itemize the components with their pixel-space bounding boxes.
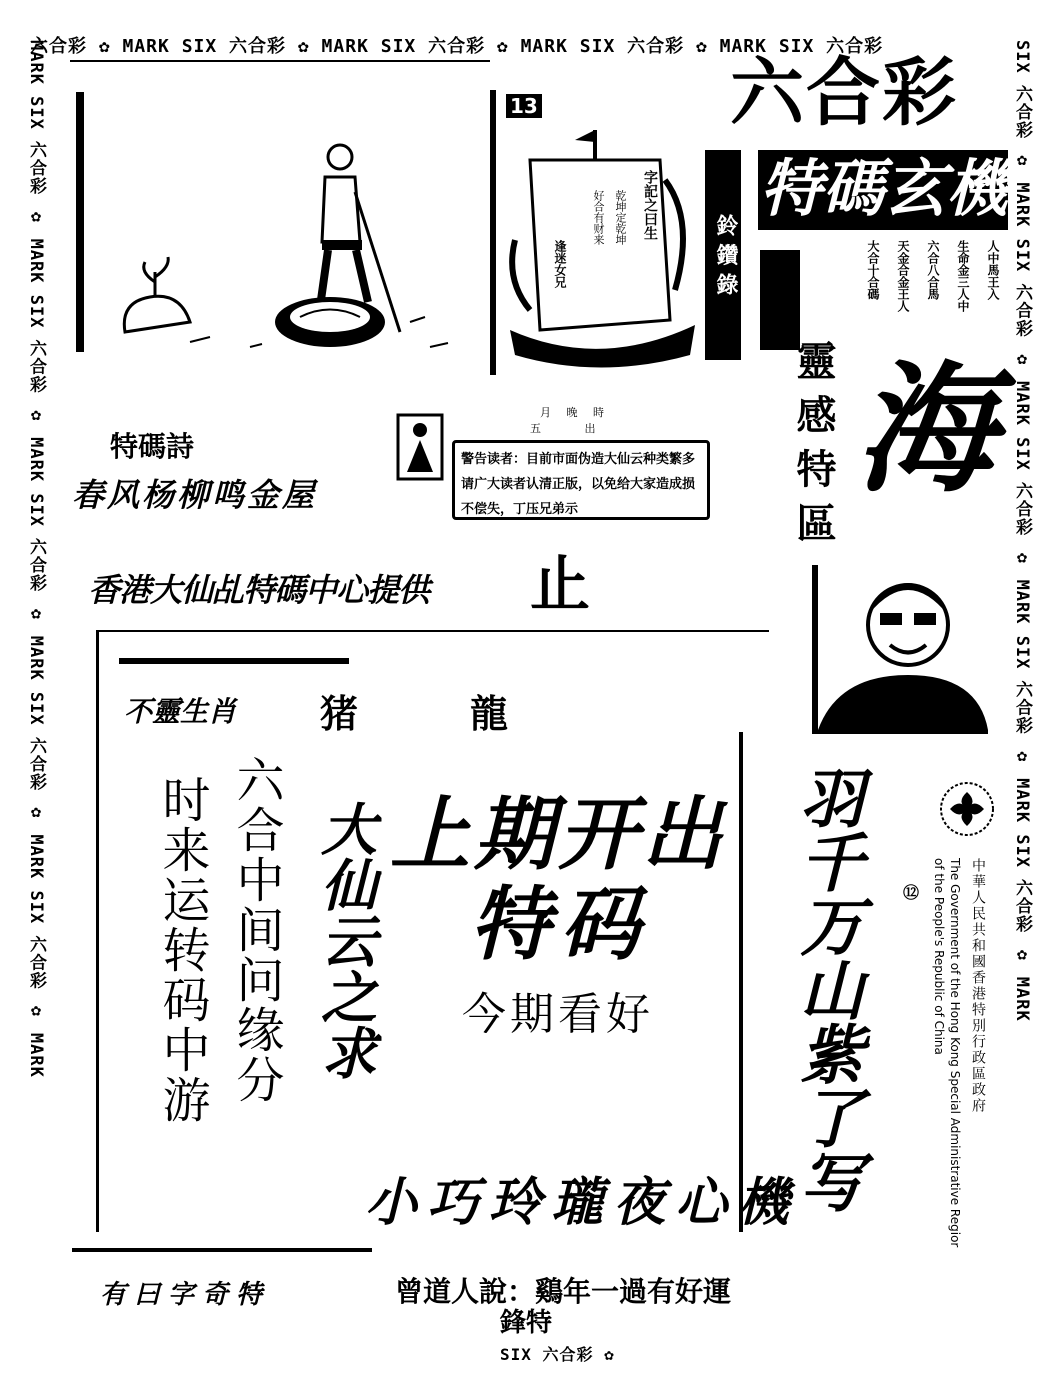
header-poem-line: 大合十合碼 (866, 240, 880, 300)
verse-column: 时来运转码中游 (154, 775, 210, 1125)
last-draw-heading: 上期开出 (390, 787, 726, 881)
ship-panel (490, 90, 700, 375)
notice-header-sub: 五 出 (530, 422, 616, 435)
ship-sail-line: 逢迷女兄 (553, 240, 567, 288)
this-draw-line: 今期看好 (462, 989, 654, 1040)
hint-line: 小巧玲瓏夜心機 (365, 1172, 800, 1233)
inspiration-vertical-title: 靈感特區 (790, 340, 837, 556)
sailing-ship-icon (500, 120, 700, 370)
dragon-emblem (760, 250, 800, 350)
bottom-border-strip: SIX 六合彩 ✿ (500, 1345, 615, 1364)
header-poem-line: 天金合金王人 (896, 240, 910, 312)
gov-english-name: of the People's Republic of China (932, 858, 946, 1055)
verse-column: 六合中间问缘分 (228, 755, 284, 1105)
footer-rule (72, 1248, 372, 1252)
header-poem-line: 六合八合馬 (926, 240, 940, 300)
poem-title: 特碼詩 (110, 430, 195, 463)
page-title: 六合彩 (730, 50, 958, 136)
header-poem-line: 生命金三人中 (956, 240, 970, 312)
right-vertical-hint: 羽千万山紫了写 (789, 765, 864, 1213)
ship-panel-edge (490, 90, 496, 375)
verse-column: 大仙云之求 (312, 800, 378, 1080)
gov-mark: ⑫ (903, 883, 920, 902)
notice-header: 月 晚 時 (540, 406, 610, 419)
person-avatar-icon (818, 565, 988, 730)
bauhinia-emblem-icon (938, 780, 996, 838)
card-right-edge (739, 732, 743, 1232)
warning-notice-text: 警告读者：目前市面伪造大仙云种类繁多请广大读者认清正版，以免给大家造成损不偿失，丁压兄弟示 (461, 452, 696, 517)
zodiac-dragon: 龍 (470, 691, 509, 736)
ship-sail-line: 好合有财来 (592, 190, 605, 245)
gov-chinese-name: 中華人民共和國香港特別行政區政府 (970, 858, 986, 1114)
page-subtitle: 特碼玄機 (760, 152, 1009, 225)
unlucky-zodiac-label: 不靈生肖 (124, 695, 237, 728)
ship-sail-title: 字記之曰生 (642, 170, 658, 240)
special-number-heading: 特码 (470, 877, 650, 971)
panel-edge-bar (76, 92, 84, 352)
right-border-strip: SIX 六合彩 ✿ MARK SIX 六合彩 ✿ MARK SIX 六合彩 ✿ MARK SIX 六合彩 ✿ MARK SIX 六合彩 ✿ MARK (1012, 40, 1032, 1022)
footer-scribble: 有曰字奇特 (100, 1280, 271, 1310)
stop-character: 止 (530, 550, 590, 620)
ship-sail-line: 乾坤定乾坤 (614, 190, 627, 245)
header-poem-line: 人中馬王入 (986, 240, 1000, 300)
zeng-quote: 曾道人說：鷄年一過有好運 (395, 1275, 732, 1308)
top-border-strip: 六合彩 ✿ MARK SIX 六合彩 ✿ MARK SIX 六合彩 ✿ MARK SIX 六合彩 ✿ MARK SIX 六合彩 (30, 36, 884, 57)
farmer-drawing (110, 132, 470, 352)
warning-notice (452, 440, 710, 520)
main-banner: 香港大仙乩特碼中心提供 (88, 571, 430, 609)
gov-english-name: The Government of the Hong Kong Special Administrative Regior (948, 858, 962, 1248)
immortal-figure-icon (395, 412, 445, 482)
vertical-black-banner: 鈴 鑽 錄 (705, 150, 741, 360)
ship-panel-number: 13 (506, 94, 542, 118)
zodiac-pig: 猪 (320, 691, 359, 736)
farmer-illustration-panel (70, 60, 490, 352)
portrait-photo (812, 565, 988, 734)
card-rule (119, 658, 349, 664)
script-calligraphy: 海 (855, 348, 996, 512)
left-border-strip: MARK SIX 六合彩 ✿ MARK SIX 六合彩 ✿ MARK SIX 六合彩 ✿ MARK SIX 六合彩 ✿ MARK SIX 六合彩 ✿ MARK (26, 40, 46, 1078)
poem-line: 春风杨柳鸣金屋 (72, 476, 318, 514)
footer-under-text: 鋒特 (500, 1308, 553, 1338)
